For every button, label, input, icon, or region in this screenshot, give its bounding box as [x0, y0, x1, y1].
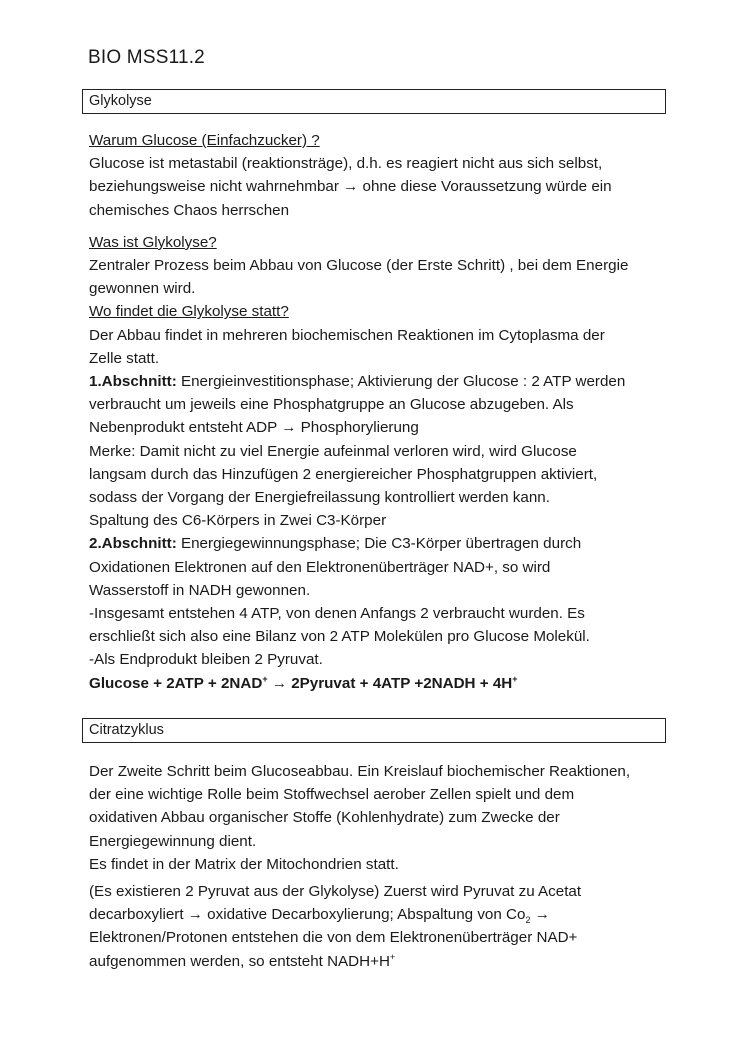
superscript: +	[389, 951, 396, 962]
answer-line: Zelle statt.	[89, 349, 160, 367]
step2-line	[89, 532, 689, 555]
step1-line: Merke: Damit nicht zu viel Energie aufeinmal verloren wird, wird Glucose	[89, 442, 577, 460]
paragraph-text: →	[530, 906, 550, 924]
paragraph-text: decarboxyliert → oxidative Decarboxylierung; Abspaltung von Co	[89, 906, 526, 924]
answer-line: chemisches Chaos herrschen	[89, 201, 290, 219]
answer-line: beziehungsweise nicht wahrnehmbar → ohne diese Voraussetzung würde ein	[89, 178, 612, 196]
step1-line: langsam durch das Hinzufügen 2 energiereicher Phosphatgruppen aktiviert,	[89, 465, 598, 483]
step2-line: Oxidationen Elektronen auf den Elektronenüberträger NAD+, so wird	[89, 558, 551, 576]
step2-line: -Insgesamt entstehen 4 ATP, von denen Anfangs 2 verbraucht wurden. Es	[89, 605, 585, 623]
paragraph-line	[89, 950, 689, 973]
equation-left: Glucose + 2ATP + 2NAD	[89, 674, 263, 692]
paragraph-line: Energiegewinnung dient.	[89, 832, 257, 850]
question-where-glycolysis: Wo findet die Glykolyse statt?	[89, 303, 289, 321]
paragraph-line: Der Zweite Schritt beim Glucoseabbau. Ein Kreislauf biochemischer Reaktionen,	[89, 763, 631, 780]
section-citratzyklus-body	[89, 760, 689, 973]
step1-line: Spaltung des C6-Körpers in Zwei C3-Körper	[89, 512, 387, 530]
question-what-is-glycolysis: Was ist Glykolyse?	[89, 233, 217, 251]
answer-line: Glucose ist metastabil (reaktionsträge), d.h. es reagiert nicht aus sich selbst,	[89, 155, 603, 173]
step1-line: verbraucht um jeweils eine Phosphatgruppe an Glucose abzugeben. Als	[89, 396, 574, 414]
step2-label: 2.Abschnitt:	[89, 535, 177, 553]
answer-line: Der Abbau findet in mehreren biochemischen Reaktionen im Cytoplasma der	[89, 326, 605, 344]
step1-line: Nebenprodukt entsteht ADP → Phosphorylierung	[89, 419, 419, 437]
page-title: BIO MSS11.2	[88, 47, 205, 68]
step1-line: sodass der Vorgang der Energiefreilassung kontrolliert werden kann.	[89, 489, 550, 507]
paragraph-line: der eine wichtige Rolle beim Stoffwechsel aerober Zellen spielt und dem	[89, 786, 575, 804]
step2-line: -Als Endprodukt bleiben 2 Pyruvat.	[89, 651, 323, 669]
paragraph-text: aufgenommen werden, so entsteht NADH+H	[89, 952, 390, 970]
equation-superscript: +	[262, 673, 268, 684]
step2-line: Wasserstoff in NADH gewonnen.	[89, 581, 311, 599]
paragraph-line: oxidativen Abbau organischer Stoffe (Kohlenhydrate) zum Zwecke der	[89, 809, 560, 827]
glycolysis-equation	[89, 672, 689, 695]
step1-line	[89, 370, 689, 393]
paragraph-line: Elektronen/Protonen entstehen die von dem Elektronenüberträger NAD+	[89, 929, 578, 947]
section-heading-citratzyklus: Citratzyklus	[82, 718, 666, 743]
paragraph-line	[89, 903, 689, 926]
answer-line: Zentraler Prozess beim Abbau von Glucose (der Erste Schritt) , bei dem Energie	[89, 257, 629, 275]
step1-text: Energieinvestitionsphase; Aktivierung der Glucose : 2 ATP werden	[176, 373, 626, 391]
question-why-glucose: Warum Glucose (Einfachzucker) ?	[89, 132, 320, 149]
subscript: 2	[525, 915, 531, 926]
equation-superscript: +	[512, 673, 518, 684]
section-heading-glykolyse: Glykolyse	[82, 89, 666, 114]
answer-line: gewonnen wird.	[89, 280, 196, 298]
paragraph-line: Es findet in der Matrix der Mitochondrien statt.	[89, 855, 399, 873]
step2-text: Energiegewinnungsphase; Die C3-Körper übertragen durch	[176, 535, 582, 553]
step1-label: 1.Abschnitt:	[89, 373, 177, 391]
equation-right: → 2Pyruvat + 4ATP +2NADH + 4H	[267, 674, 513, 692]
paragraph-line: (Es existieren 2 Pyruvat aus der Glykolyse) Zuerst wird Pyruvat zu Acetat	[89, 883, 582, 901]
section-glykolyse-body	[89, 129, 689, 695]
step2-line: erschließt sich also eine Bilanz von 2 ATP Molekülen pro Glucose Molekül.	[89, 628, 590, 646]
